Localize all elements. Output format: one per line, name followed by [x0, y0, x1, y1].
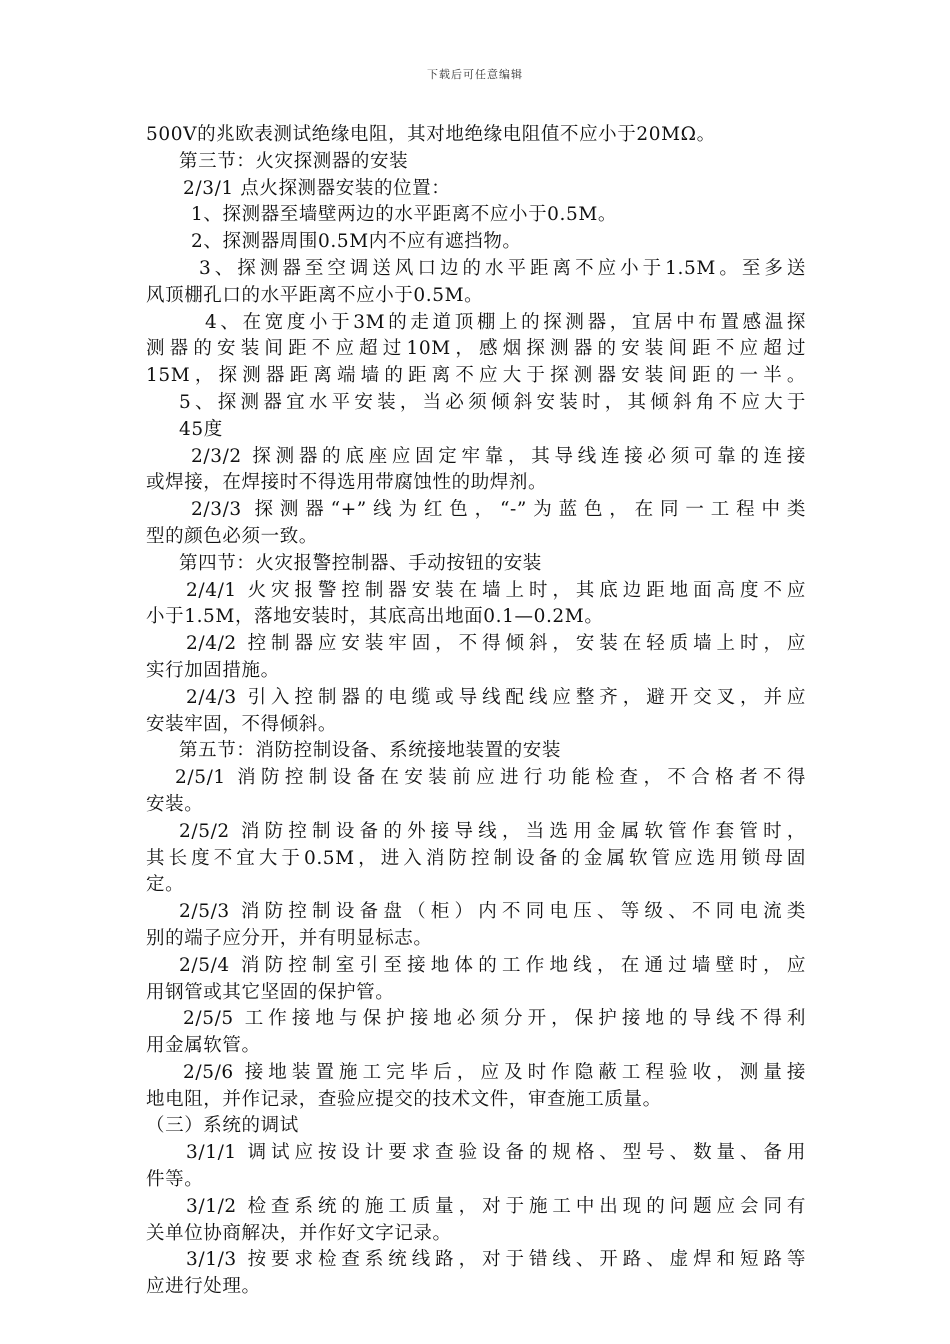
text-line: 2/3/2 探测器的底座应固定牢靠，其导线连接必须可靠的连接 — [191, 445, 806, 467]
text-line: 1、探测器至墙壁两边的水平距离不应小于0.5M。 — [191, 204, 618, 226]
document-body — [146, 122, 806, 1301]
text-line: 件等。 — [146, 1169, 204, 1191]
text-line: 第三节：火灾探测器的安装 — [179, 150, 409, 172]
text-line: 风顶棚孔口的水平距离不应小于0.5M。 — [146, 284, 484, 306]
text-line: 2/5/4 消防控制室引至接地体的工作地线，在通过墙壁时，应 — [179, 954, 806, 976]
text-line: 安装牢固，不得倾斜。 — [146, 713, 338, 735]
text-line: 第四节：火灾报警控制器、手动按钮的安装 — [179, 552, 542, 574]
text-line: 应进行处理。 — [146, 1276, 261, 1298]
text-line: 实行加固措施。 — [146, 659, 280, 681]
text-line: 3/1/1 调试应按设计要求查验设备的规格、型号、数量、备用 — [186, 1142, 806, 1164]
text-line: （三）系统的调试 — [146, 1115, 299, 1137]
text-line: 4、在宽度小于3M的走道顶棚上的探测器，宜居中布置感温探 — [205, 311, 806, 333]
text-line: 2/5/3 消防控制设备盘（柜）内不同电压、等级、不同电流类 — [179, 901, 806, 923]
text-line: 用金属软管。 — [146, 1035, 261, 1057]
text-line: 2/3/3 探测器“+”线为红色，“-”为蓝色，在同一工程中类 — [191, 499, 806, 521]
text-line: 别的端子应分开，并有明显标志。 — [146, 927, 433, 949]
text-line: 小于1.5M，落地安装时，其底高出地面0.1—0.2M。 — [146, 606, 604, 628]
text-line: 3、探测器至空调送风口边的水平距离不应小于1.5M。至多送 — [199, 257, 806, 279]
text-line: 地电阻，并作记录，查验应提交的技术文件，审查施工质量。 — [146, 1088, 662, 1110]
text-line: 500V的兆欧表测试绝缘电阻，其对地绝缘电阻值不应小于20MΩ。 — [146, 124, 716, 145]
text-line: 第五节：消防控制设备、系统接地装置的安装 — [179, 740, 562, 762]
text-line: 2/3/1 点火探测器安装的位置： — [183, 177, 451, 199]
text-line: 2/4/3 引入控制器的电缆或导线配线应整齐，避开交叉，并应 — [186, 686, 806, 708]
text-line: 15M，探测器距离端墙的距离不应大于探测器安装间距的一半。 — [146, 365, 806, 387]
text-line: 或焊接，在焊接时不得选用带腐蚀性的助焊剂。 — [146, 472, 548, 494]
text-line: 3/1/3 按要求检查系统线路，对于错线、开路、虚焊和短路等 — [186, 1249, 806, 1271]
text-line: 用钢管或其它坚固的保护管。 — [146, 981, 395, 1003]
text-line: 2/5/1 消防控制设备在安装前应进行功能检查，不合格者不得 — [175, 767, 806, 789]
text-line: 2/4/1 火灾报警控制器安装在墙上时，其底边距地面高度不应 — [186, 579, 806, 601]
text-line: 关单位协商解决，并作好文字记录。 — [146, 1222, 452, 1244]
page-header-note: 下载后可任意编辑 — [427, 68, 523, 81]
text-line: 2/5/5 工作接地与保护接地必须分开，保护接地的导线不得利 — [183, 1008, 806, 1030]
text-line: 45度 — [179, 418, 223, 440]
text-line: 5、探测器宜水平安装，当必须倾斜安装时，其倾斜角不应大于 — [179, 391, 806, 413]
text-line: 2、探测器周围0.5M内不应有遮挡物。 — [191, 231, 522, 253]
text-line: 其长度不宜大于0.5M，进入消防控制设备的金属软管应选用锁母固 — [146, 847, 806, 869]
text-line: 定。 — [146, 874, 185, 896]
text-line: 2/4/2 控制器应安装牢固，不得倾斜，安装在轻质墙上时，应 — [186, 633, 806, 655]
text-line: 型的颜色必须一致。 — [146, 525, 318, 547]
text-line: 测器的安装间距不应超过10M，感烟探测器的安装间距不应超过 — [146, 338, 806, 360]
text-line: 2/5/2 消防控制设备的外接导线，当选用金属软管作套管时， — [179, 820, 806, 842]
text-line: 2/5/6 接地装置施工完毕后，应及时作隐蔽工程验收，测量接 — [183, 1061, 806, 1083]
text-line: 3/1/2 检查系统的施工质量，对于施工中出现的问题应会同有 — [186, 1195, 806, 1217]
text-line: 安装。 — [146, 793, 204, 815]
